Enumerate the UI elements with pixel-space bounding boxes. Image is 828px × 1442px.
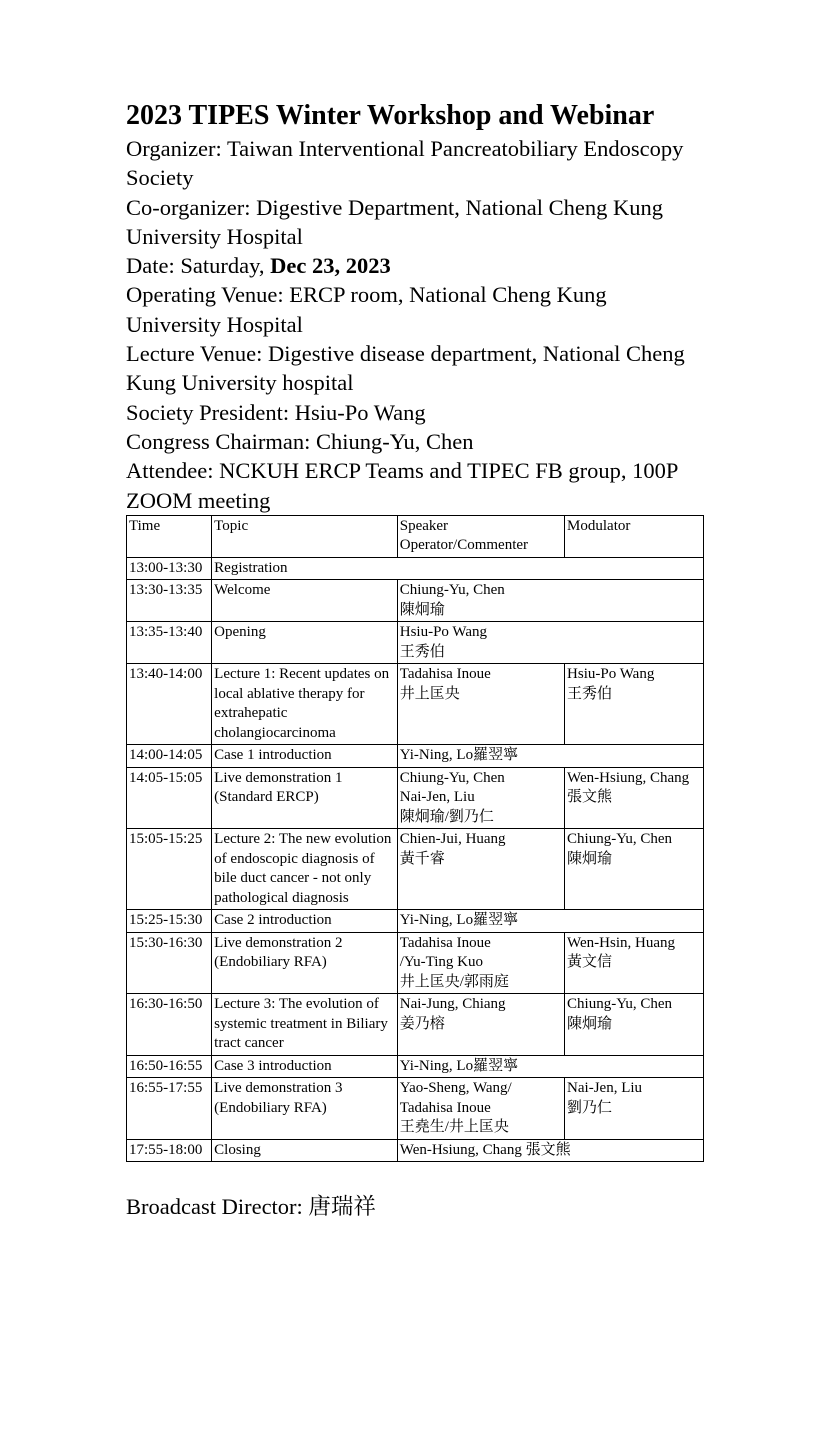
organizer-line: Organizer: Taiwan Interventional Pancreatobiliary Endoscopy Society — [126, 136, 684, 191]
cell-time: 15:05-15:25 — [127, 829, 212, 910]
cell-topic: Live demonstration 2 (Endobiliary RFA) — [212, 932, 398, 994]
table-row — [127, 767, 704, 829]
cell-modulator: Chiung-Yu, Chen 陳炯瑜 — [565, 994, 704, 1056]
table-row — [127, 932, 704, 994]
table-row — [127, 829, 704, 910]
cell-speaker: Yao-Sheng, Wang/ Tadahisa Inoue 王堯生/井上匡央 — [397, 1078, 564, 1140]
table-row — [127, 557, 704, 580]
cell-speaker: Yi-Ning, Lo羅翌寧 — [397, 1055, 703, 1078]
cell-speaker: Tadahisa Inoue 井上匡央 — [397, 664, 564, 745]
cell-topic: Live demonstration 1 (Standard ERCP) — [212, 767, 398, 829]
date-value: Dec 23, 2023 — [270, 253, 391, 279]
table-row — [127, 994, 704, 1056]
cell-topic: Case 1 introduction — [212, 745, 398, 768]
cell-topic: Lecture 3: The evolution of systemic treatment in Biliary tract cancer — [212, 994, 398, 1056]
broadcast-director: Broadcast Director: 唐瑞祥 — [126, 1194, 376, 1220]
cell-topic: Lecture 2: The new evolution of endoscopic diagnosis of bile duct cancer - not only pathological diagnosis — [212, 829, 398, 910]
table-row — [127, 1078, 704, 1140]
table-row — [127, 664, 704, 745]
cell-speaker: Yi-Ning, Lo羅翌寧 — [397, 745, 703, 768]
date-prefix: Date: Saturday, — [126, 253, 271, 279]
schedule-table — [126, 515, 704, 1163]
lecture-venue-line: Lecture Venue: Digestive disease department, National Cheng Kung University hospital — [126, 341, 685, 396]
cell-time: 15:30-16:30 — [127, 932, 212, 994]
table-row — [127, 580, 704, 622]
cell-modulator: Chiung-Yu, Chen 陳炯瑜 — [565, 829, 704, 910]
cell-topic: Case 3 introduction — [212, 1055, 398, 1078]
cell-speaker: Yi-Ning, Lo羅翌寧 — [397, 910, 703, 933]
cell-time: 16:55-17:55 — [127, 1078, 212, 1140]
date-line — [126, 251, 706, 280]
cell-time: 15:25-15:30 — [127, 910, 212, 933]
cell-time: 14:00-14:05 — [127, 745, 212, 768]
table-row — [127, 1055, 704, 1078]
table-row — [127, 622, 704, 664]
cell-time: 13:30-13:35 — [127, 580, 212, 622]
cell-time: 16:50-16:55 — [127, 1055, 212, 1078]
document-title: 2023 TIPES Winter Workshop and Webinar — [126, 100, 655, 131]
cell-speaker: Chiung-Yu, Chen Nai-Jen, Liu 陳炯瑜/劉乃仁 — [397, 767, 564, 829]
header-topic: Topic — [212, 515, 398, 557]
table-header-row — [127, 515, 704, 557]
cell-speaker: Wen-Hsiung, Chang 張文熊 — [397, 1139, 703, 1162]
cell-topic: Case 2 introduction — [212, 910, 398, 933]
cell-modulator: Nai-Jen, Liu 劉乃仁 — [565, 1078, 704, 1140]
cell-time: 14:05-15:05 — [127, 767, 212, 829]
cell-speaker: Nai-Jung, Chiang 姜乃榕 — [397, 994, 564, 1056]
operating-venue-line: Operating Venue: ERCP room, National Cheng Kung University Hospital — [126, 282, 607, 337]
cell-time: 16:30-16:50 — [127, 994, 212, 1056]
table-row — [127, 745, 704, 768]
header-modulator: Modulator — [565, 515, 704, 557]
cell-modulator: Wen-Hsiung, Chang 張文熊 — [565, 767, 704, 829]
cell-topic: Closing — [212, 1139, 398, 1162]
cell-topic: Opening — [212, 622, 398, 664]
table-row — [127, 1139, 704, 1162]
cell-speaker: Chiung-Yu, Chen 陳炯瑜 — [397, 580, 703, 622]
cell-time: 13:35-13:40 — [127, 622, 212, 664]
table-row — [127, 910, 704, 933]
cell-topic: Live demonstration 3 (Endobiliary RFA) — [212, 1078, 398, 1140]
cell-topic: Lecture 1: Recent updates on local ablative therapy for extrahepatic cholangiocarcinoma — [212, 664, 398, 745]
header-time: Time — [127, 515, 212, 557]
header-speaker: Speaker Operator/Commenter — [397, 515, 564, 557]
cell-speaker: Hsiu-Po Wang 王秀伯 — [397, 622, 703, 664]
attendee-line: Attendee: NCKUH ERCP Teams and TIPEC FB group, 100P ZOOM meeting — [126, 458, 678, 513]
cell-time: 17:55-18:00 — [127, 1139, 212, 1162]
cell-time: 13:40-14:00 — [127, 664, 212, 745]
document-page — [126, 98, 706, 1221]
cell-modulator: Wen-Hsin, Huang 黃文信 — [565, 932, 704, 994]
cell-speaker: Chien-Jui, Huang 黃千睿 — [397, 829, 564, 910]
president-line: Society President: Hsiu-Po Wang — [126, 399, 426, 425]
cell-modulator: Hsiu-Po Wang 王秀伯 — [565, 664, 704, 745]
cell-topic: Registration — [212, 557, 704, 580]
chairman-line: Congress Chairman: Chiung-Yu, Chen — [126, 428, 474, 454]
co-organizer-line: Co-organizer: Digestive Department, National Cheng Kung University Hospital — [126, 194, 663, 249]
cell-speaker: Tadahisa Inoue /Yu-Ting Kuo 井上匡央/郭雨庭 — [397, 932, 564, 994]
cell-topic: Welcome — [212, 580, 398, 622]
cell-time: 13:00-13:30 — [127, 557, 212, 580]
